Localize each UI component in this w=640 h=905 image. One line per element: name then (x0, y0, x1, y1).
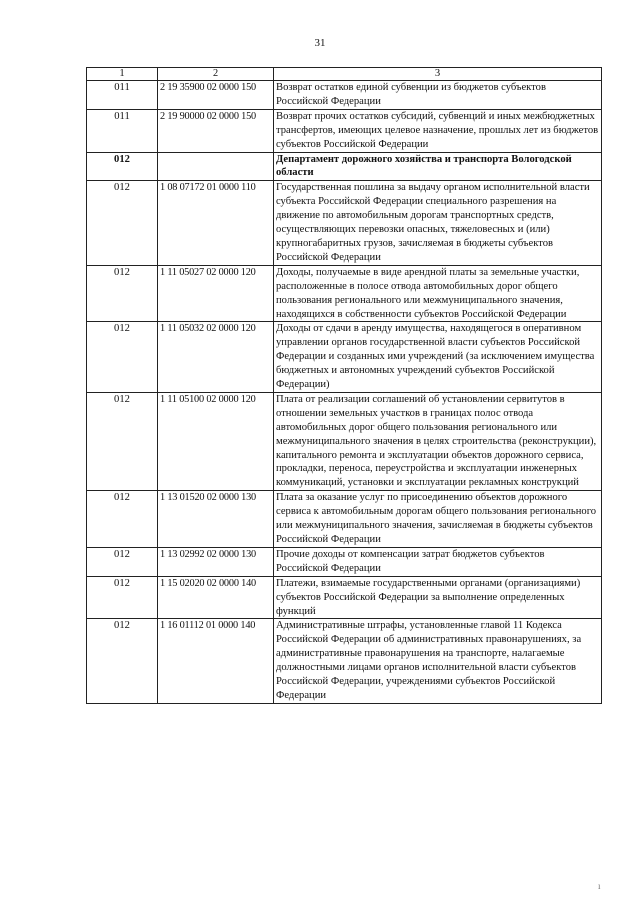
revenue-name-cell: Плата за оказание услуг по присоединению объектов дорожного сервиса к автомобильным дорогам общего пользования регионального или межмуниципального значения, зачисляемая в бюджеты субъектов Российской Федерации (274, 491, 602, 548)
column-header: 2 (158, 68, 274, 81)
table-header-row (87, 68, 602, 81)
table-row (87, 547, 602, 576)
admin-code-cell: 012 (87, 619, 158, 703)
table-row (87, 81, 602, 110)
admin-code-cell: 012 (87, 322, 158, 393)
table-row (87, 392, 602, 490)
page-number: 31 (314, 37, 326, 49)
admin-code-cell: 011 (87, 81, 158, 110)
admin-code-cell: 011 (87, 109, 158, 152)
admin-code-cell: 012 (87, 265, 158, 322)
table-row (87, 619, 602, 703)
revenue-code-cell: 1 08 07172 01 0000 110 (158, 181, 274, 265)
revenue-name-cell: Прочие доходы от компенсации затрат бюджетов субъектов Российской Федерации (274, 547, 602, 576)
revenue-name-cell: Возврат прочих остатков субсидий, субвенций и иных межбюджетных трансфертов, имеющих целевое назначение, прошлых лет из бюджетов субъектов Российской Федерации (274, 109, 602, 152)
revenue-name-cell: Доходы, получаемые в виде арендной платы за земельные участки, расположенные в полосе отвода автомобильных дорог общего пользования регионального или межмуниципального значения, находящихся в собственности субъектов Российской Федерации (274, 265, 602, 322)
table-row (87, 265, 602, 322)
column-header: 3 (274, 68, 602, 81)
table-section-row (87, 152, 602, 181)
revenue-name-cell: Доходы от сдачи в аренду имущества, находящегося в оперативном управлении органов государственной власти субъектов Российской Федерации и созданных ими учреждений (за исключением имущества бюджетных и автономных учреждений субъектов Российской Федерации) (274, 322, 602, 393)
revenue-name-cell: Департамент дорожного хозяйства и транспорта Вологодской области (274, 152, 602, 181)
revenue-code-cell: 1 13 02992 02 0000 130 (158, 547, 274, 576)
admin-code-cell: 012 (87, 547, 158, 576)
revenue-name-cell: Плата от реализации соглашений об установлении сервитутов в отношении земельных участков в границах полос отвода автомобильных дорог общего пользования регионального или межмуниципального значения в целях строительства (реконструкции), капитального ремонта и эксплуатации объектов дорожного сервиса, прокладки, переноса, переустройства и эксплуатации инженерных коммуникаций, установки и эксплуатации рекламных конструкций (274, 392, 602, 490)
table-row (87, 181, 602, 265)
admin-code-cell: 012 (87, 576, 158, 619)
admin-code-cell: 012 (87, 392, 158, 490)
revenue-name-cell: Административные штрафы, установленные главой 11 Кодекса Российской Федерации об административных правонарушениях, за административные правонарушения на транспорте, налагаемые должностными лицами органов исполнительной власти субъектов Российской Федерации, учреждениями субъектов Российской Федерации (274, 619, 602, 703)
revenue-name-cell: Возврат остатков единой субвенции из бюджетов субъектов Российской Федерации (274, 81, 602, 110)
revenue-code-cell: 2 19 35900 02 0000 150 (158, 81, 274, 110)
admin-code-cell: 012 (87, 152, 158, 181)
admin-code-cell: 012 (87, 491, 158, 548)
revenue-code-cell: 1 15 02020 02 0000 140 (158, 576, 274, 619)
admin-code-cell: 012 (87, 181, 158, 265)
revenue-code-cell: 1 11 05100 02 0000 120 (158, 392, 274, 490)
column-header: 1 (87, 68, 158, 81)
table-row (87, 576, 602, 619)
revenue-name-cell: Государственная пошлина за выдачу органом исполнительной власти субъекта Российской Федерации специального разрешения на движение по автомобильным дорогам транспортных средств, осуществляющих перевозки опасных, тяжеловесных и (или) крупногабаритных грузов, зачисляемая в бюджеты субъектов Российской Федерации (274, 181, 602, 265)
revenue-codes-table (86, 67, 602, 704)
revenue-code-cell: 1 16 01112 01 0000 140 (158, 619, 274, 703)
scan-mark: ı (598, 881, 601, 891)
table-row (87, 322, 602, 393)
revenue-code-cell: 1 13 01520 02 0000 130 (158, 491, 274, 548)
revenue-name-cell: Платежи, взимаемые государственными органами (организациями) субъектов Российской Федерации за выполнение определенных функций (274, 576, 602, 619)
revenue-code-cell: 2 19 90000 02 0000 150 (158, 109, 274, 152)
table-row (87, 491, 602, 548)
revenue-code-cell (158, 152, 274, 181)
table-row (87, 109, 602, 152)
revenue-code-cell: 1 11 05032 02 0000 120 (158, 322, 274, 393)
revenue-code-cell: 1 11 05027 02 0000 120 (158, 265, 274, 322)
